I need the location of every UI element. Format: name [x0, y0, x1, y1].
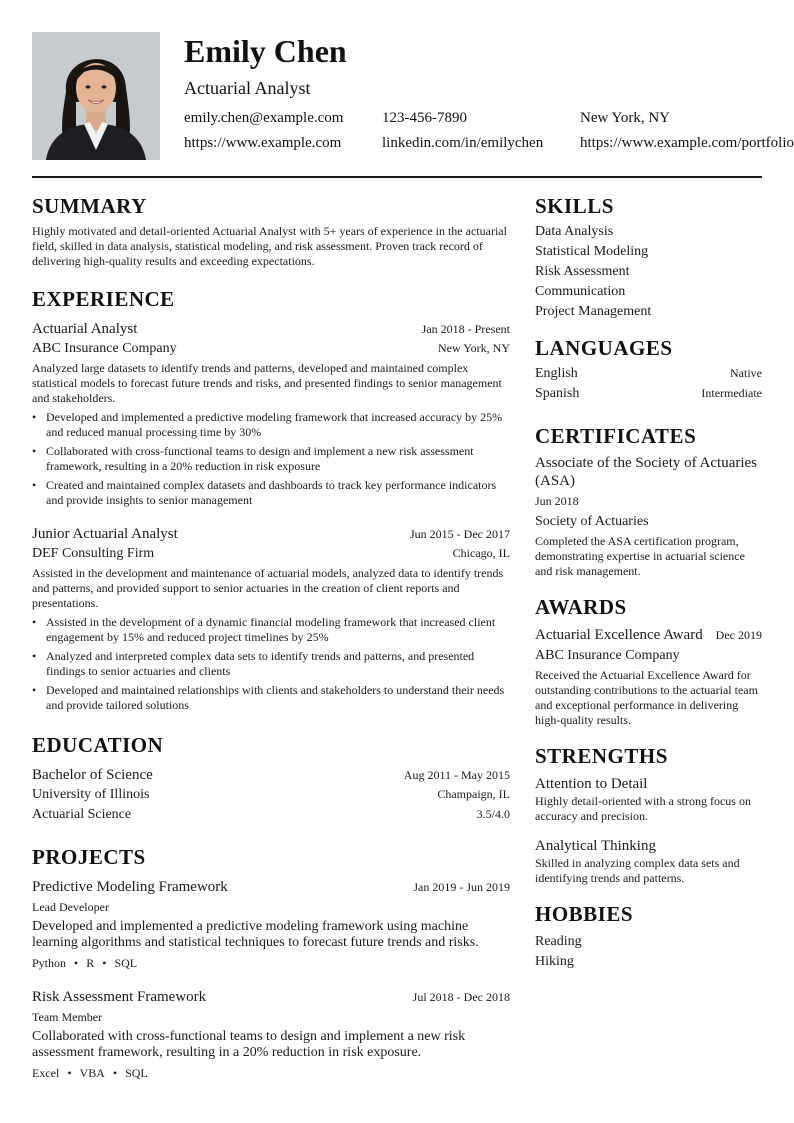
resume-header [32, 32, 794, 162]
certificate-name: Associate of the Society of Actuaries (ASA) [535, 455, 758, 489]
languages-heading: LANGUAGES [535, 336, 673, 360]
hobbies-heading: HOBBIES [535, 902, 634, 926]
award-name: Actuarial Excellence Award [535, 627, 703, 643]
project-entry [32, 877, 510, 971]
summary-section [32, 194, 510, 269]
job-description: Assisted in the development and maintenance of actuarial models, analyzed data to identify trends and patterns, and provided support to senior actuaries in the creation of client reports and presentations. [32, 566, 504, 610]
skill-item: Project Management [535, 304, 652, 319]
language-name: English [535, 366, 578, 381]
language-row [535, 384, 762, 404]
project-entry [32, 987, 510, 1081]
awards-section [535, 595, 762, 728]
job-bullet: • Developed and maintained relationships with clients and stakeholders to understand their needs and provide tailored solutions [32, 683, 510, 713]
left-column [32, 194, 510, 1097]
certificate-date: Jun 2018 [535, 494, 579, 508]
language-level: Native [730, 366, 762, 380]
project-description: Collaborated with cross-functional teams to design and implement a new risk assessment framework, resulting in a 20% reduction in risk exposure. [32, 1029, 466, 1060]
contact-portfolio[interactable]: https://www.example.com/portfolio [580, 135, 794, 151]
candidate-title: Actuarial Analyst [184, 78, 311, 98]
job-bullets [32, 615, 510, 713]
tag-separator: • [102, 956, 107, 970]
certificate-issuer: Society of Actuaries [535, 514, 649, 529]
experience-heading: EXPERIENCE [32, 287, 175, 311]
education-heading: EDUCATION [32, 733, 164, 757]
project-tag: R [86, 956, 95, 970]
language-level: Intermediate [701, 386, 762, 400]
strength-description: Highly detail-oriented with a strong focus on accuracy and precision. [535, 794, 751, 823]
strength-description: Skilled in analyzing complex data sets and identifying trends and patterns. [535, 856, 740, 885]
job-entry [32, 319, 510, 508]
awards-heading: AWARDS [535, 595, 627, 619]
project-tag: Excel [32, 1066, 60, 1080]
job-title: Actuarial Analyst [32, 321, 138, 337]
skill-item: Communication [535, 284, 626, 299]
project-tag: Python [32, 956, 67, 970]
job-company: DEF Consulting Firm [32, 546, 155, 561]
project-description: Developed and implemented a predictive modeling framework using machine learning algorithms and statistical techniques to forecast future trends and risks. [32, 919, 479, 950]
skill-item: Data Analysis [535, 224, 614, 239]
project-tag: SQL [114, 956, 138, 970]
tag-separator: • [74, 956, 79, 970]
skills-section [535, 194, 762, 322]
project-role: Team Member [32, 1010, 103, 1024]
job-dates: Jan 2018 - Present [421, 322, 510, 336]
award-issuer: ABC Insurance Company [535, 648, 680, 663]
right-column [535, 194, 762, 988]
strength-name: Analytical Thinking [535, 838, 656, 854]
education-gpa: 3.5/4.0 [476, 807, 510, 821]
job-entry [32, 524, 510, 713]
job-bullet: • Collaborated with cross-functional teams to design and implement a new risk assessment framework, resulting in a 20% reduction in risk exposure [32, 444, 510, 474]
projects-heading: PROJECTS [32, 845, 146, 869]
project-name: Predictive Modeling Framework [32, 879, 228, 895]
profile-photo [32, 32, 160, 160]
education-field: Actuarial Science [32, 807, 132, 822]
job-bullet: • Created and maintained complex datasets and dashboards to track key performance indicators and provide insights to senior management [32, 478, 510, 508]
job-bullet: • Developed and implemented a predictive modeling framework that increased accuracy by 25% and reduced manual processing time by 30% [32, 410, 510, 440]
job-description: Analyzed large datasets to identify trends and patterns, developed and maintained complex statistical models to forecast future trends and risks, and presented findings to senior management and stakeholders. [32, 361, 502, 405]
education-section [32, 733, 510, 825]
certificates-section [535, 424, 762, 579]
education-school: University of Illinois [32, 787, 150, 802]
strengths-heading: STRENGTHS [535, 744, 668, 768]
job-location: Chicago, IL [452, 546, 510, 560]
language-name: Spanish [535, 386, 580, 401]
job-bullet: • Assisted in the development of a dynamic financial modeling framework that increased client engagement by 15% and reduced project timelines by 25% [32, 615, 510, 645]
project-dates: Jul 2018 - Dec 2018 [412, 990, 510, 1004]
language-row [535, 364, 762, 384]
summary-heading: SUMMARY [32, 194, 147, 218]
hobby-item: Hiking [535, 954, 574, 969]
skill-item: Statistical Modeling [535, 244, 649, 259]
strength-item [535, 836, 762, 886]
tag-separator: • [112, 1066, 118, 1080]
award-description: Received the Actuarial Excellence Award for outstanding contributions to the actuarial team and exceptional performance in delivering high-quality results. [535, 668, 758, 727]
project-tag: VBA [79, 1066, 105, 1080]
project-name: Risk Assessment Framework [32, 989, 207, 1005]
hobbies-section [535, 902, 762, 972]
skills-heading: SKILLS [535, 194, 614, 218]
strength-item [535, 774, 762, 824]
award-date: Dec 2019 [715, 628, 762, 642]
languages-section [535, 336, 762, 404]
certificate-description: Completed the ASA certification program, demonstrating expertise in actuarial science and risk management. [535, 534, 745, 578]
contact-phone[interactable]: 123-456-7890 [382, 110, 467, 126]
job-bullets [32, 410, 510, 508]
project-tags [32, 1066, 510, 1081]
tag-separator: • [67, 1066, 72, 1080]
contact-linkedin[interactable]: linkedin.com/in/emilychen [382, 135, 544, 151]
education-location: Champaign, IL [437, 787, 510, 801]
project-tags [32, 956, 510, 971]
certificates-heading: CERTIFICATES [535, 424, 697, 448]
job-bullet: • Analyzed and interpreted complex data sets to identify trends and patterns, and presented findings to senior actuaries and clients [32, 649, 510, 679]
job-location: New York, NY [437, 341, 510, 355]
header-divider [32, 176, 762, 178]
strengths-section [535, 744, 762, 886]
education-dates: Aug 2011 - May 2015 [403, 768, 510, 782]
job-title: Junior Actuarial Analyst [32, 526, 178, 542]
summary-text: Highly motivated and detail-oriented Actuarial Analyst with 5+ years of experience in the actuarial field, skilled in data analysis, statistical modeling, and risk assessment. Proven track record of delivering high-quality results and exceeding expectations. [32, 224, 507, 268]
project-dates: Jan 2019 - Jun 2019 [413, 880, 510, 894]
contact-website[interactable]: https://www.example.com [184, 135, 342, 151]
project-role: Lead Developer [32, 900, 109, 914]
hobby-item: Reading [535, 934, 582, 949]
projects-section [32, 845, 510, 1081]
contact-email[interactable]: emily.chen@example.com [184, 110, 344, 126]
candidate-name: Emily Chen [184, 33, 347, 69]
job-company: ABC Insurance Company [32, 341, 177, 356]
skill-item: Risk Assessment [535, 264, 630, 279]
contact-location: New York, NY [580, 110, 671, 126]
job-dates: Jun 2015 - Dec 2017 [410, 527, 510, 541]
education-degree: Bachelor of Science [32, 767, 153, 783]
project-tag: SQL [125, 1066, 148, 1080]
strength-name: Attention to Detail [535, 776, 648, 792]
portrait-illustration [32, 32, 160, 160]
experience-section [32, 287, 510, 713]
